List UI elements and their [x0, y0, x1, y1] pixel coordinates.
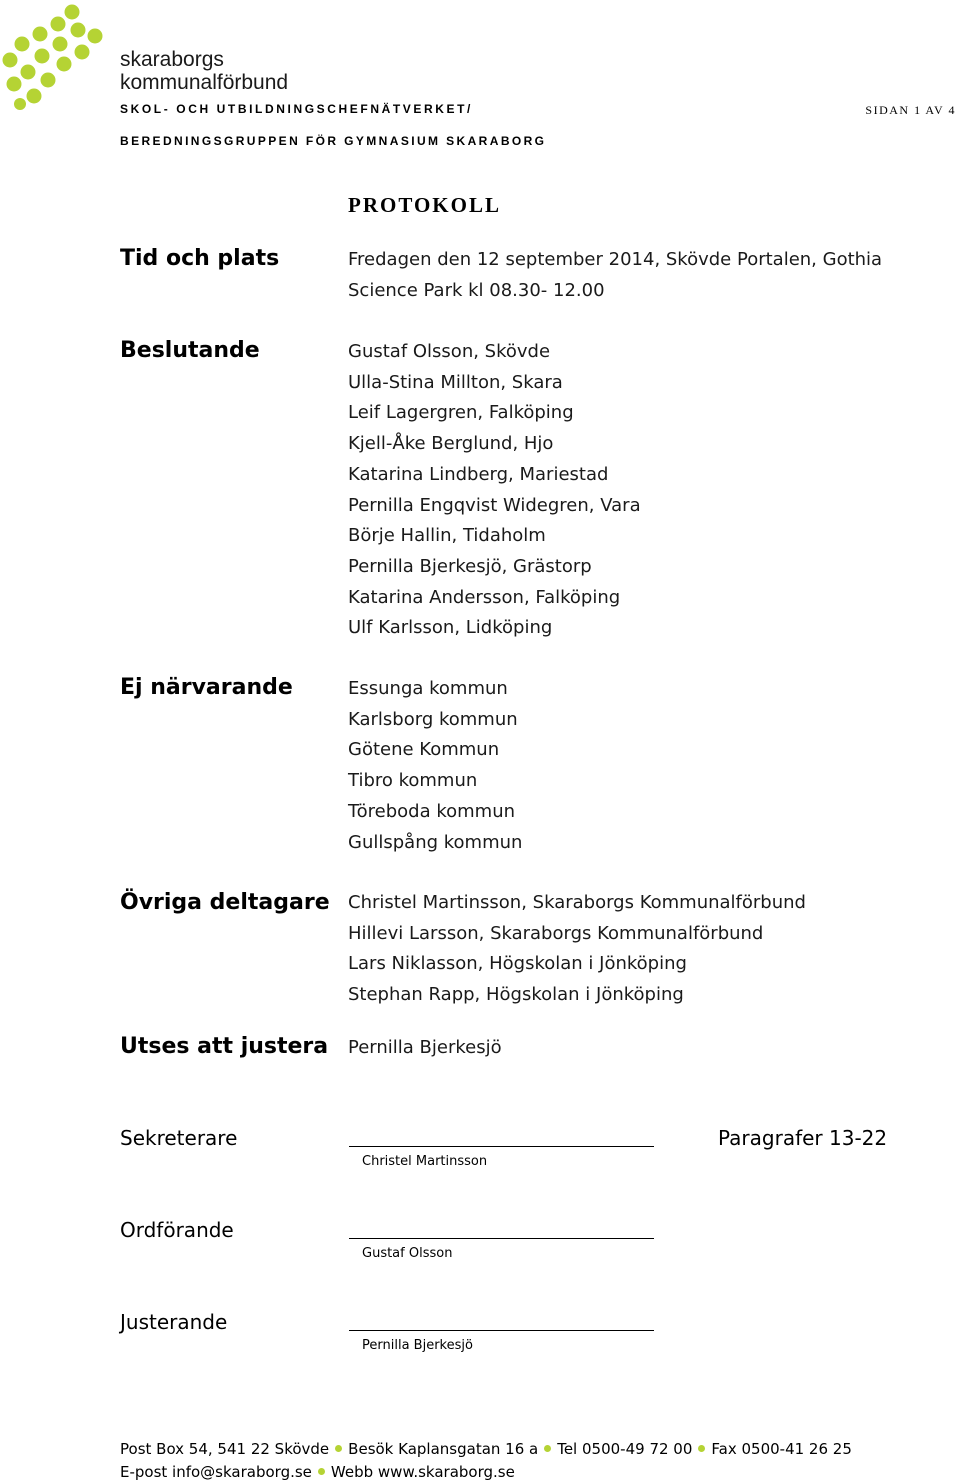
list-item: Pernilla Bjerkesjö, Grästorp	[348, 555, 592, 577]
organization-name-line1: skaraborgs	[120, 48, 224, 71]
list-item: Börje Hallin, Tidaholm	[348, 525, 546, 547]
list-item: Stephan Rapp, Högskolan i Jönköping	[348, 984, 684, 1006]
list-item: Pernilla Engqvist Widegren, Vara	[348, 494, 641, 516]
adjuster-name: Pernilla Bjerkesjö	[348, 1037, 502, 1058]
footer-line1	[120, 1440, 852, 1458]
page-number: SIDAN 1 AV 4	[865, 103, 956, 117]
unit-name-line2: BEREDNINGSGRUPPEN FÖR GYMNASIUM SKARABORG	[120, 134, 547, 148]
absent-label: Ej närvarande	[120, 675, 293, 700]
footer-email: E-post info@skaraborg.se	[120, 1463, 312, 1481]
time-place-label: Tid och plats	[120, 246, 280, 271]
secretary-signature-line	[349, 1146, 654, 1147]
footer-line2	[120, 1463, 515, 1481]
chair-name: Gustaf Olsson	[362, 1246, 453, 1261]
adjuster-value	[348, 1033, 502, 1064]
list-item: Essunga kommun	[348, 678, 508, 699]
organization-name-line2: kommunalförbund	[120, 71, 289, 94]
footer-phone: Tel 0500-49 72 00	[557, 1440, 693, 1458]
decision-makers-label: Beslutande	[120, 338, 260, 363]
list-item: Gustaf Olsson, Skövde	[348, 341, 551, 362]
list-item: Tibro kommun	[348, 770, 478, 792]
document-title: PROTOKOLL	[348, 193, 501, 217]
list-item: Kjell-Åke Berglund, Hjo	[348, 433, 554, 455]
list-item: Götene Kommun	[348, 739, 500, 761]
secretary-name: Christel Martinsson	[362, 1154, 488, 1169]
organization-name	[120, 48, 288, 94]
list-item: Katarina Andersson, Falköping	[348, 586, 621, 608]
bullet-icon	[335, 1445, 342, 1452]
bullet-icon	[544, 1445, 551, 1452]
time-place-line1: Fredagen den 12 september 2014, Skövde Portalen, Gothia	[348, 249, 883, 270]
list-item: Lars Niklasson, Högskolan i Jönköping	[348, 953, 687, 975]
adjuster-signature-line	[349, 1330, 654, 1331]
footer-post-address: Post Box 54, 541 22 Skövde	[120, 1440, 330, 1458]
footer-fax: Fax 0500-41 26 25	[711, 1440, 852, 1458]
bullet-icon	[698, 1445, 705, 1452]
list-item: Karlsborg kommun	[348, 708, 518, 730]
footer-visit-address: Besök Kaplansgatan 16 a	[348, 1440, 539, 1458]
unit-name-line1: SKOL- OCH UTBILDNINGSCHEFNÄTVERKET/	[120, 102, 473, 116]
secretary-label: Sekreterare	[120, 1126, 238, 1150]
bullet-icon	[318, 1468, 325, 1475]
list-item: Töreboda kommun	[348, 800, 516, 822]
list-item: Gullspång kommun	[348, 831, 523, 853]
list-item: Leif Lagergren, Falköping	[348, 402, 574, 424]
list-item: Hillevi Larsson, Skaraborgs Kommunalförbund	[348, 922, 764, 944]
footer-website: Webb www.skaraborg.se	[330, 1463, 515, 1481]
chair-signature-line	[349, 1238, 654, 1239]
adjuster-label: Utses att justera	[120, 1034, 329, 1059]
other-participants-list	[348, 888, 806, 1011]
list-item: Katarina Lindberg, Mariestad	[348, 463, 609, 485]
organization-logo	[0, 0, 120, 115]
list-item: Ulf Karlsson, Lidköping	[348, 617, 553, 639]
decision-makers-list	[348, 337, 641, 644]
adjuster-signature-name: Pernilla Bjerkesjö	[362, 1338, 473, 1353]
absent-list	[348, 674, 522, 858]
paragraphs-range: Paragrafer 13-22	[718, 1126, 888, 1150]
list-item: Ulla-Stina Millton, Skara	[348, 371, 563, 393]
list-item: Christel Martinsson, Skaraborgs Kommunalförbund	[348, 892, 806, 913]
time-place-value	[348, 245, 882, 306]
chair-label: Ordförande	[120, 1218, 234, 1242]
other-participants-label: Övriga deltagare	[120, 890, 330, 915]
adjuster-signature-label: Justerande	[120, 1310, 228, 1334]
time-place-line2: Science Park kl 08.30- 12.00	[348, 279, 605, 301]
